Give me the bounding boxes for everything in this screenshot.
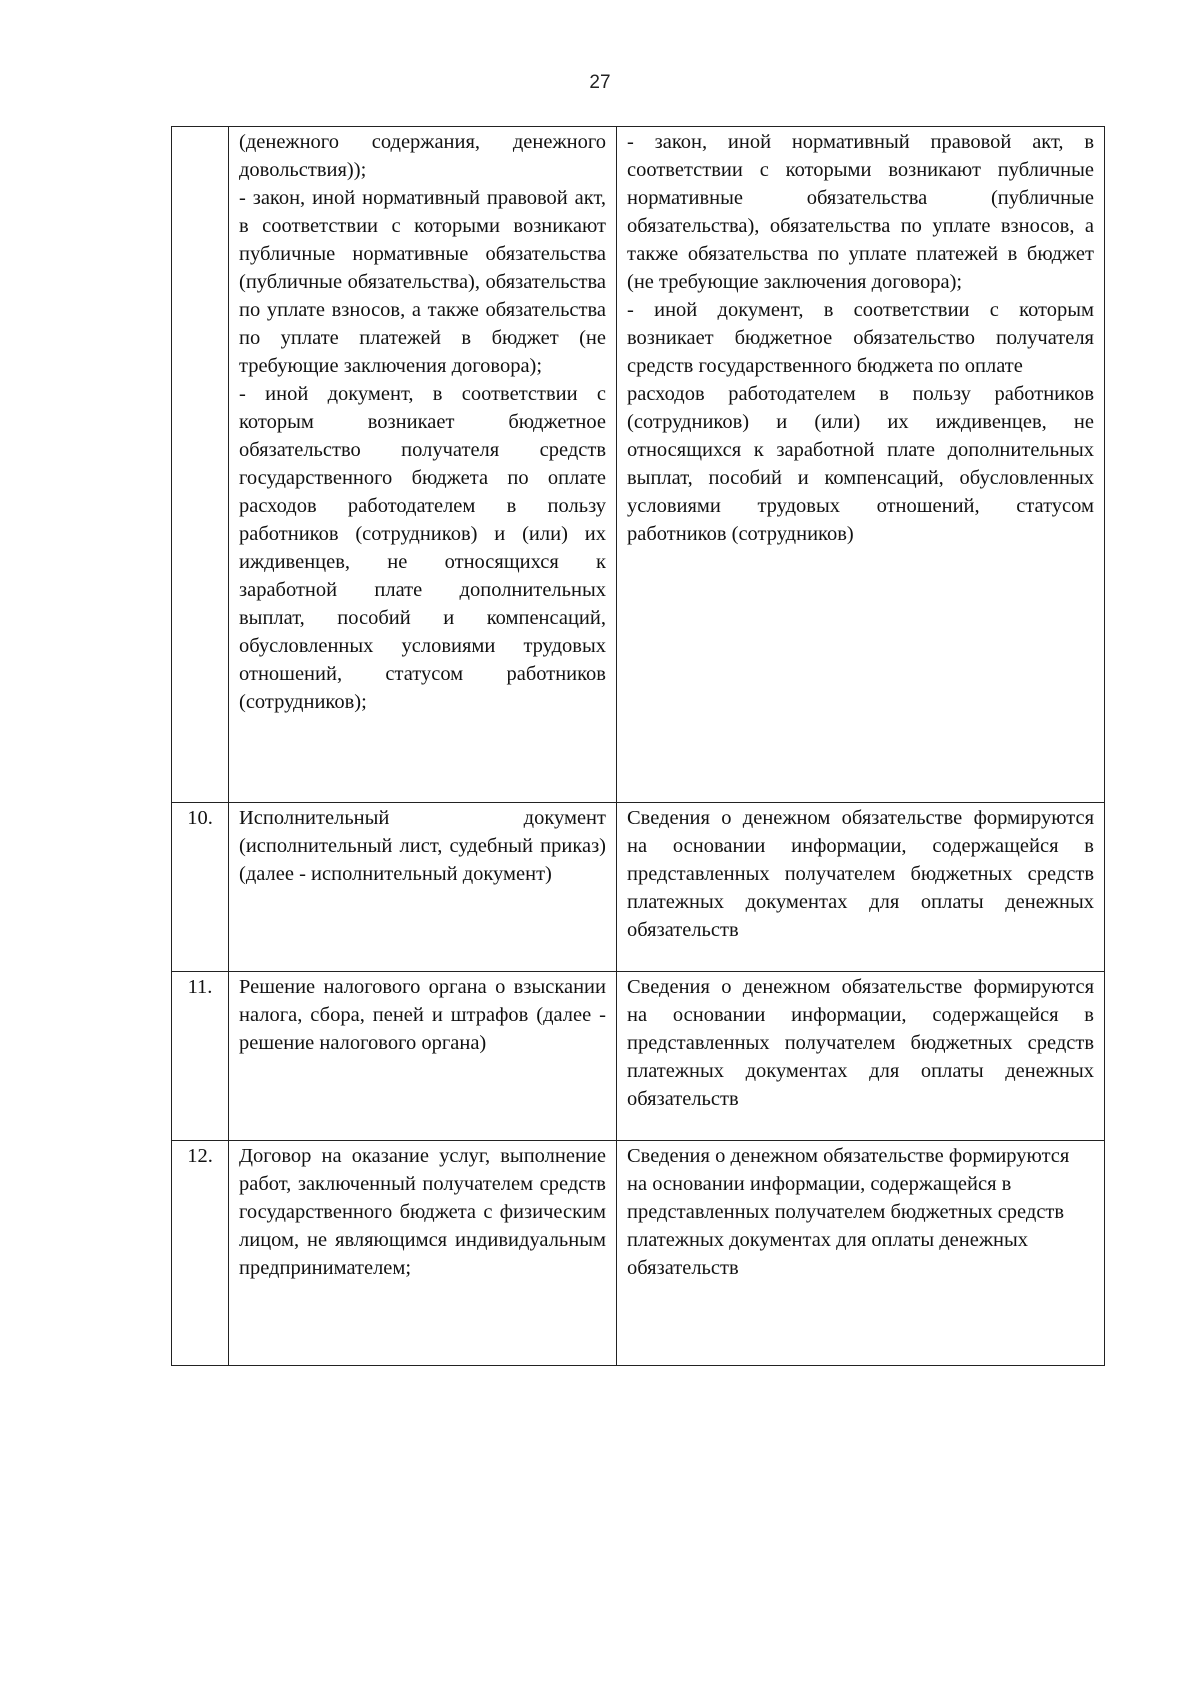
info-paragraph: Сведения о денежном обязательстве формируются на основании информации, содержащейся в представленных получателем бюджетных средств платежных документах для оплаты денежных обязательств bbox=[627, 976, 1094, 1110]
document-paragraph: Решение налогового органа о взыскании налога, сбора, пеней и штрафов (далее - решение налогового органа) bbox=[239, 976, 606, 1054]
info-cell bbox=[617, 803, 1105, 972]
info-cell bbox=[617, 127, 1105, 803]
info-paragraph: - закон, иной нормативный правовой акт, в соответствии с которыми возникают публичные нормативные обязательства (публичные обязательства), обязательства по уплате взносов, а также обязательства по уплате платежей в бюджет (не требующие заключения договора); bbox=[627, 131, 1094, 293]
document-cell bbox=[229, 972, 617, 1141]
obligations-table bbox=[171, 126, 1105, 1366]
row-number-cell: 11. bbox=[172, 972, 229, 1141]
document-cell bbox=[229, 803, 617, 972]
document-paragraph: Договор на оказание услуг, выполнение работ, заключенный получателем средств государственного бюджета с физическим лицом, не являющимся индивидуальным предпринимателем; bbox=[239, 1145, 606, 1279]
document-paragraph: (денежного содержания, денежного довольствия)); bbox=[239, 131, 606, 181]
table-row bbox=[172, 127, 1105, 803]
page-number: 27 bbox=[589, 72, 611, 93]
info-paragraph: - иной документ, в соответствии с которым возникает бюджетное обязательство получателя средств государственного бюджета по оплате bbox=[627, 299, 1094, 377]
document-paragraph: Исполнительный документ (исполнительный лист, судебный приказ) (далее - исполнительный документ) bbox=[239, 807, 606, 885]
table-row bbox=[172, 803, 1105, 972]
info-paragraph: Сведения о денежном обязательстве формируются на основании информации, содержащейся в представленных получателем бюджетных средств платежных документах для оплаты денежных обязательств bbox=[627, 807, 1094, 941]
info-cell bbox=[617, 1141, 1105, 1366]
document-paragraph: - закон, иной нормативный правовой акт, в соответствии с которыми возникают публичные нормативные обязательства (публичные обязательства), обязательства по уплате взносов, а также обязательства по уплате платежей в бюджет (не требующие заключения договора); bbox=[239, 187, 606, 377]
info-paragraph: расходов работодателем в пользу работников (сотрудников) и (или) их иждивенцев, не относящихся к заработной плате дополнительных выплат, пособий и компенсаций, обусловленных условиями трудовых отношений, статусом работников (сотрудников) bbox=[627, 383, 1094, 545]
document-cell bbox=[229, 127, 617, 803]
document-cell bbox=[229, 1141, 617, 1366]
row-number-cell: 10. bbox=[172, 803, 229, 972]
row-number-cell bbox=[172, 127, 229, 803]
table-row bbox=[172, 1141, 1105, 1366]
info-paragraph: Сведения о денежном обязательстве формируются на основании информации, содержащейся в представленных получателем бюджетных средств платежных документах для оплаты денежных обязательств bbox=[627, 1145, 1070, 1279]
info-cell bbox=[617, 972, 1105, 1141]
row-number-cell: 12. bbox=[172, 1141, 229, 1366]
table-row bbox=[172, 972, 1105, 1141]
document-paragraph: - иной документ, в соответствии с которым возникает бюджетное обязательство получателя средств государственного бюджета по оплате расходов работодателем в пользу работников (сотрудников) и (или) их иждивенцев, не относящихся к заработной плате дополнительных выплат, пособий и компенсаций, обусловленных условиями трудовых отношений, статусом работников (сотрудников); bbox=[239, 383, 606, 713]
